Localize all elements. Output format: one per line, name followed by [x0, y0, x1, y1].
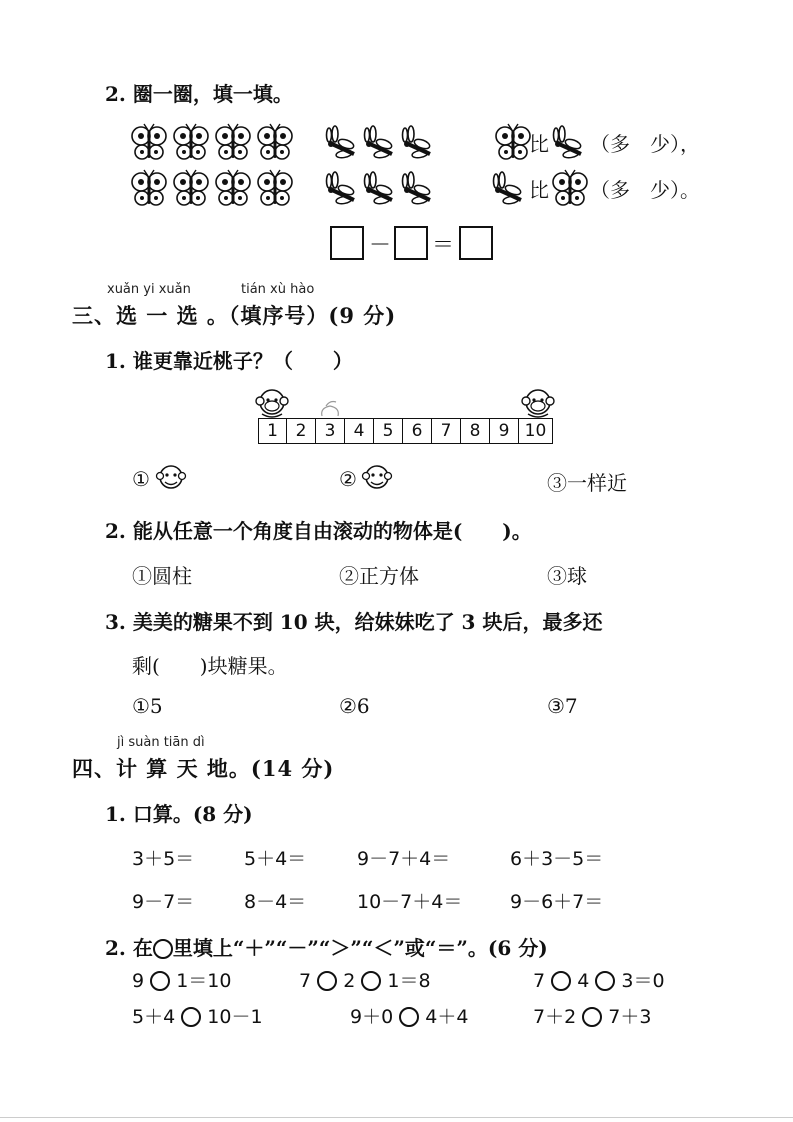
fill-circle[interactable]	[595, 971, 615, 991]
section3-pinyin-a: xuǎn yi xuǎn	[107, 282, 191, 297]
number-cell: 10	[518, 419, 552, 443]
compare1-options: （多 少），	[590, 132, 700, 156]
butterfly-icon	[132, 170, 166, 205]
s3q3-line2: 剩( )块糖果。	[132, 654, 288, 678]
butterfly-icon	[132, 124, 166, 159]
monkeys-peach-illustration	[250, 386, 570, 422]
oral-item: 6＋3－5＝	[510, 848, 604, 870]
oral-item: 9－7＋4＝	[357, 848, 451, 870]
circle-blank-icon	[153, 939, 173, 959]
number-cell: 6	[402, 419, 431, 443]
fill-circle[interactable]	[150, 971, 170, 991]
operand: 7＋2	[533, 1006, 577, 1028]
s3q3-option: ②6	[339, 694, 370, 718]
section4-pinyin: jì suàn tiān dì	[117, 735, 205, 750]
oral-item: 9－6＋7＝	[510, 891, 604, 913]
fill-expression	[350, 1002, 468, 1029]
dragonfly-icon	[403, 126, 431, 159]
butterfly-icon	[258, 170, 292, 205]
s3q3-line1: 3. 美美的糖果不到 10 块，给妹妹吃了 3 块后，最多还	[105, 610, 603, 634]
s3q1-title: 1. 谁更靠近桃子？（ ）	[105, 349, 353, 373]
oral-item: 10－7＋4＝	[357, 891, 463, 913]
operand: 4＋4	[425, 1006, 469, 1028]
operand: 9＋0	[350, 1006, 394, 1028]
s3q3-option: ③7	[547, 694, 578, 718]
fill-expression	[533, 966, 665, 993]
butterfly-icon	[496, 124, 530, 159]
operand: 4	[577, 970, 590, 992]
page-edge-divider	[0, 1117, 793, 1118]
compare1-word: 比	[529, 132, 549, 156]
butterfly-icon	[174, 124, 208, 159]
s3q1-option-1: ①	[132, 467, 150, 491]
operand: 3＝0	[621, 970, 665, 992]
fill-expression	[132, 1002, 263, 1029]
answer-box[interactable]	[330, 226, 364, 260]
number-cell: 8	[460, 419, 489, 443]
butterfly-icon	[216, 170, 250, 205]
peach-icon	[322, 402, 339, 417]
dragonfly-icon	[327, 172, 355, 205]
operand: 7	[299, 970, 312, 992]
operand: 5＋4	[132, 1006, 176, 1028]
q2-title: 2. 圈一圈，填一填。	[105, 82, 293, 106]
butterfly-icon	[258, 124, 292, 159]
oral-item: 9－7＝	[132, 891, 195, 913]
s4q2-title-end: 里填上“＋”“－”“＞”“＜”或“＝”。(6 分)	[172, 936, 548, 960]
s4q2-title	[105, 932, 548, 961]
answer-box[interactable]	[459, 226, 493, 260]
monkey-icon	[522, 390, 554, 417]
monkey-icon	[361, 462, 393, 494]
number-cell: 7	[431, 419, 460, 443]
dragonfly-icon	[494, 172, 522, 205]
operand: 2	[343, 970, 356, 992]
number-cell: 5	[373, 419, 402, 443]
number-cell: 2	[286, 419, 315, 443]
butterfly-icon	[216, 124, 250, 159]
operand: 10－1	[207, 1006, 263, 1028]
monkey-icon	[256, 390, 288, 417]
fill-circle[interactable]	[582, 1007, 602, 1027]
operand: 1＝8	[387, 970, 431, 992]
section3-title: 三、选 一 选 。（填序号）(9 分)	[72, 303, 397, 328]
s3q2-option: ②正方体	[339, 564, 419, 588]
fill-circle[interactable]	[181, 1007, 201, 1027]
fill-expression	[132, 966, 231, 993]
dragonfly-icon	[403, 172, 431, 205]
operand: 7	[533, 970, 546, 992]
number-cell: 4	[344, 419, 373, 443]
dragonfly-icon	[365, 126, 393, 159]
monkey-icon	[155, 462, 187, 494]
fill-circle[interactable]	[399, 1007, 419, 1027]
s4q1-title: 1. 口算。(8 分)	[105, 802, 253, 826]
oral-item: 8－4＝	[244, 891, 307, 913]
oral-item: 5＋4＝	[244, 848, 307, 870]
s3q1-option-2: ②	[339, 467, 357, 491]
fill-expression	[299, 966, 431, 993]
section4-title: 四、计 算 天 地。(14 分)	[72, 756, 335, 781]
operand: 1＝10	[176, 970, 232, 992]
minus-sign: －	[369, 233, 392, 258]
operand: 7＋3	[608, 1006, 652, 1028]
equals-sign: ＝	[432, 233, 455, 258]
operand: 9	[132, 970, 145, 992]
fill-circle[interactable]	[317, 971, 337, 991]
answer-box[interactable]	[394, 226, 428, 260]
butterfly-icon	[553, 170, 587, 205]
number-cell: 1	[258, 419, 286, 443]
oral-item: 3＋5＝	[132, 848, 195, 870]
s3q3-option: ①5	[132, 694, 163, 718]
butterfly-icon	[174, 170, 208, 205]
fill-circle[interactable]	[361, 971, 381, 991]
dragonfly-icon	[554, 126, 582, 159]
s3q1-option-3: ③一样近	[547, 471, 627, 495]
fill-circle[interactable]	[551, 971, 571, 991]
s3q2-option: ③球	[547, 564, 587, 588]
compare2-options: （多 少）。	[590, 178, 700, 202]
s3q2-option: ①圆柱	[132, 564, 192, 588]
number-cell: 3	[315, 419, 344, 443]
section3-pinyin-b: tián xù hào	[241, 282, 315, 297]
number-cell: 9	[489, 419, 518, 443]
dragonfly-icon	[365, 172, 393, 205]
dragonfly-icon	[327, 126, 355, 159]
s3q2-title: 2. 能从任意一个角度自由滚动的物体是( )。	[105, 519, 532, 543]
s4q2-title-start: 2. 在	[105, 936, 153, 960]
compare2-word: 比	[529, 178, 549, 202]
fill-expression	[533, 1002, 651, 1029]
